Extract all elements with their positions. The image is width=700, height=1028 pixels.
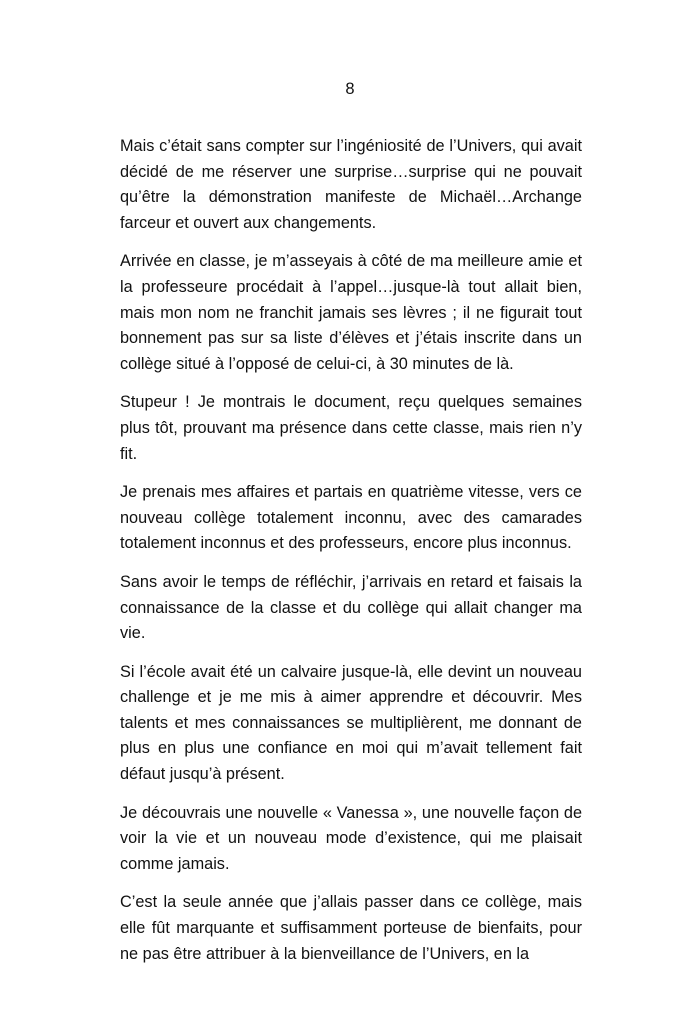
page-number: 8	[345, 80, 355, 98]
paragraph: Arrivée en classe, je m’asseyais à côté de ma meilleure amie et la professeure procédait à l’appel…jusque-là tout allait bien, mais mon nom ne franchit jamais ses lèvres ; il ne figurait tout bonnement pas sur sa liste d’élèves et j’étais inscrite dans un collège situé à l’opposé de celui-ci, à 30 minutes de là.	[120, 252, 582, 373]
paragraph: Je prenais mes affaires et partais en quatrième vitesse, vers ce nouveau collège totalement inconnu, avec des camarades totalement inconnus et des professeurs, encore plus inconnus.	[120, 483, 582, 553]
paragraph: Si l’école avait été un calvaire jusque-là, elle devint un nouveau challenge et je me mis à aimer apprendre et découvrir. Mes talents et mes connaissances se multiplièrent, me donnant de plus en plus une confiance en moi qui m’avait tellement fait défaut jusqu’à présent.	[120, 662, 582, 784]
paragraph: C’est la seule année que j’allais passer dans ce collège, mais elle fût marquante et suffisamment porteuse de bienfaits, pour ne pas être attribuer à la bienveillance de l’Univers, en la	[120, 893, 582, 963]
paragraph: Je découvrais une nouvelle « Vanessa », une nouvelle façon de voir la vie et un nouveau mode d’existence, qui me plaisait comme jamais.	[120, 803, 582, 873]
paragraph: Stupeur ! Je montrais le document, reçu quelques semaines plus tôt, prouvant ma présence dans cette classe, mais rien n’y fit.	[120, 393, 582, 463]
body-text	[120, 134, 582, 980]
paragraph: Sans avoir le temps de réfléchir, j’arrivais en retard et faisais la connaissance de la classe et du collège qui allait changer ma vie.	[120, 572, 582, 643]
paragraph: Mais c’était sans compter sur l’ingéniosité de l’Univers, qui avait décidé de me réserver une surprise…surprise qui ne pouvait qu’être la démonstration manifeste de Michaël…Archange farceur et ouvert aux changements.	[120, 137, 582, 232]
